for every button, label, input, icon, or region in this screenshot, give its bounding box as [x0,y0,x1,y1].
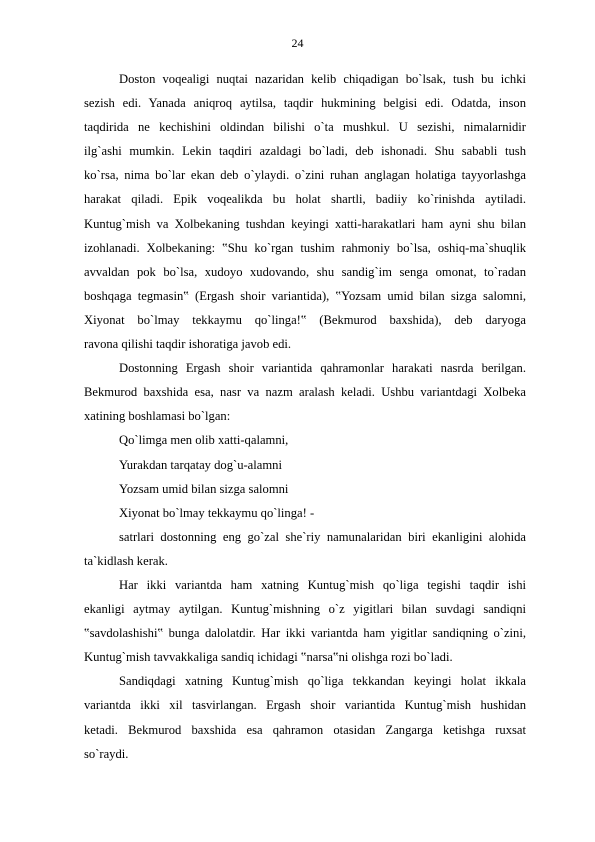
text-line: so`raydi. [84,746,129,761]
text-line: Doston voqealigi nuqtai nazaridan kelib chiqadigan bo`lsak, tush bu ichki [119,72,526,86]
text-line: Bekmurod baxshida esa, nasr va nazm aralash keladi. Ushbu variantdagi Xolbeka [84,385,526,400]
text-line: ravona qilishi taqdir ishoratiga javob edi. [84,337,292,352]
text-line: xatining boshlamasi bo`lgan: [84,409,231,424]
text-line: ketadi. Bekmurod baxshida esa qahramon otasidan Zangarga ketishga ruxsat [84,722,526,737]
text-line: Kuntug`mish tavvakkaliga sandiq ichidagi ‟narsa‟ni olishga rozi bo`ladi. [84,650,453,665]
text-line: ta`kidlash kerak. [84,553,168,568]
text-line: boshqaga tegmasin‟ (Ergash shoir variantida), ‟Yozsam umid bilan sizga salomni, [84,288,526,303]
text-line: ko`rsa, nima bo`lar ekan deb o`ylaydi. o`zini ruhan anglagan holatiga tayyorlashga [84,168,526,183]
text-line: taqdirida ne kechishini oldindan bilishi o`ta mushkul. U sezishi, nimalarnidir [84,120,526,135]
text-line: variantda ikki xil tasvirlangan. Ergash shoir variantida Kuntug`mish hushidan [84,698,526,713]
document-body [84,67,526,766]
text-line: Yurakdan tarqatay dog`u-alamni [119,457,282,472]
text-line: Sandiqdagi xatning Kuntug`mish qo`liga tekkandan keyingi holat ikkala [119,674,526,689]
text-line: Dostonning Ergash shoir variantida qahramonlar harakati nasrda berilgan. [119,361,526,376]
text-line: ilg`ashi mumkin. Lekin taqdiri azaldagi bo`ladi, deb ishonadi. Shu sababli tush [84,144,526,159]
text-line: ‟savdolashishi‟ bunga dalolatdir. Har ikki variantda ham yigitlar sandiqning o`zini, [84,626,526,641]
text-line: Kuntug`mish va Xolbekaning tushdan keyingi xatti-harakatlari ham ayni shu bilan [84,216,526,231]
text-line: Yozsam umid bilan sizga salomni [119,481,289,496]
page-number: 24 [291,36,304,50]
text-line: Har ikki variantda ham xatning Kuntug`mish qo`liga tegishi taqdir ishi [119,577,526,592]
text-line: harakat qiladi. Epik voqealikda bu holat shartli, badiiy ko`rinishda aytiladi. [84,192,526,207]
text-line: ekanligi aytmay aytilgan. Kuntug`mishning o`z yigitlari bilan suvdagi sandiqni [84,602,526,617]
text-line: izohlanadi. Xolbekaning: ‟Shu ko`rgan tushim rahmoniy bo`lsa, oshiq-ma`shuqlik [84,240,526,255]
text-line: sezish edi. Yanada aniqroq aytilsa, taqdir hukmining belgisi edi. Odatda, inson [84,96,526,111]
text-line: satrlari dostonning eng go`zal she`riy namunalaridan biri ekanligini alohida [119,529,526,544]
text-line: avvaldan pok bo`lsa, xudoyo xudovando, shu sandig`im senga omonat, to`radan [84,264,526,279]
text-line: Xiyonat bo`lmay tekkaymu qo`linga!‟ (Bekmurod baxshida), deb daryoga [84,312,526,327]
text-line: Xiyonat bo`lmay tekkaymu qo`linga! - [119,505,315,520]
text-line: Qo`limga men olib xatti-qalamni, [119,433,289,448]
